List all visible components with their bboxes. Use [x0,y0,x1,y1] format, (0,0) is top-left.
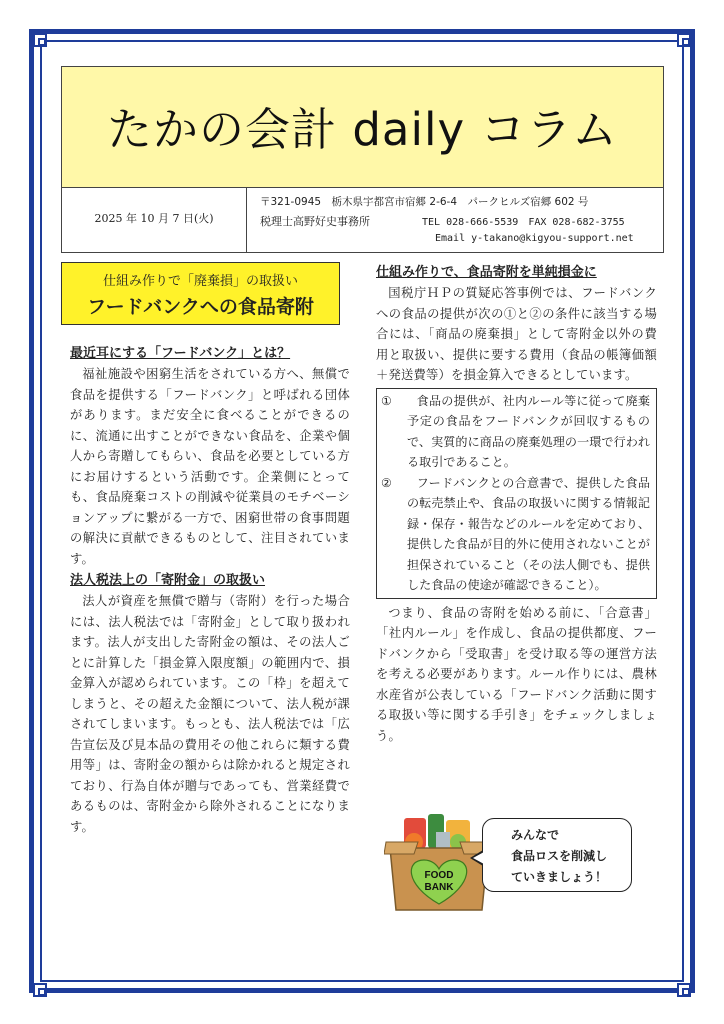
box-flap-icon [384,842,418,854]
office-email: Email y-takano@kigyou-support.net [435,233,634,244]
feature-headline-box [61,262,340,325]
masthead [61,66,664,188]
section-paragraph: 国税庁ＨＰの質疑応答事例では、フードバンクへの食品の提供が次の①と②の条件に該当する場合には、「商品の廃棄損」として寄附金以外の費用と取扱い、提供に要する費用（食品の帳簿価額＋発送費等）を損金算入できるとしています。 [376,286,657,382]
speech-line: 食品ロスを削減し [511,849,608,863]
section-paragraph: 法人が資産を無償で贈与（寄附）を行った場合には、法人税法では「寄附金」として取り扱われます。法人が支出した寄附金の額は、その法人ごとに計算した「損金算入限度額」の範囲内で、損金算入が認められています。この「枠」を超えてしまうと、その超えた金額について、法人税が課されてしまいます。もっとも、法人税法では「広告宣伝及び見本品の費用その他これらに類する費用等」は、寄附金の額からは除かれると規定されており、行為自体が贈与であっても、営業経費であるものは、寄附金から除外されることになります。 [70,594,350,834]
box-label-food: FOOD [424,870,454,881]
condition-item [381,391,650,473]
corner-ornament-bottom-right [677,983,691,997]
right-column [376,263,657,746]
office-phone-fax: TEL 028-666-5539 FAX 028-682-3755 [422,217,625,228]
speech-line: みんなで [511,828,560,842]
info-divider [246,188,247,252]
corner-ornament-top-right [677,33,691,47]
box-label-bank: BANK [424,882,454,893]
office-info-bar [61,188,664,253]
corner-ornament-bottom-left [33,983,47,997]
condition-text: 食品の提供が、社内ルール等に従って廃棄予定の食品をフードバンクが回収するもので、実質的に商品の廃棄処理の一環で行われる取引であること。 [407,393,650,469]
speech-line: ていきましょう！ [511,870,608,884]
speech-bubble-text [511,825,607,888]
feature-title: フードバンクへの食品寄附 [87,296,314,318]
can-icon [436,832,450,848]
conditions-box [376,388,657,599]
condition-number: ① [381,393,392,408]
condition-number: ② [381,475,392,490]
page-title: たかの会計 daily コラム [107,103,618,156]
office-name: 税理士高野好史事務所 [260,215,370,228]
condition-item [381,473,650,596]
section-heading: 最近耳にする「フードバンク」とは？ [70,346,291,361]
corner-ornament-top-left [33,33,47,47]
section-heading: 仕組み作りで、食品寄附を単純損金に [376,265,597,280]
section-paragraph: 福祉施設や困窮生活をされている方へ、無償で食品を提供する「フードバンク」と呼ばれる団体があります。まだ安全に食べることができるのに、流通に出すことができない食品を、企業や個人から寄贈してもらい、食品を必要としている方にお届けするという活動です。企業側にとっても、食品廃棄コストの削減や従業員のモチベーションアップに繋がる一方で、困窮世帯の食事問題の解決に貢献できるものとして、注目されています。 [70,367,350,566]
speech-bubble [482,818,632,892]
left-column [70,344,350,837]
speech-bubble-tail-fill [473,852,484,864]
office-address: 〒321-0945 栃木県宇都宮市宿郷 2-6-4 パークヒルズ宿郷 602 号 [260,196,589,208]
issue-date: 2025 年 10 月 7 日(火) [94,212,214,225]
feature-subtitle: 仕組み作りで「廃棄損」の取扱い [102,274,298,289]
section-heading: 法人税法上の「寄附金」の取扱い [70,573,266,588]
condition-text: フードバンクとの合意書で、提供した食品の転売禁止や、食品の取扱いに関する情報記録・保存・報告などのルールを定めており、提供した食品が目的外に使用されないことが担保されていること（その法人側でも、提供した食品の使途が確認できること）。 [407,475,650,592]
section-paragraph: つまり、食品の寄附を始める前に、「合意書」「社内ルール」を作成し、食品の提供都度、フードバンクから「受取書」を受け取る等の運営方法を考える必要があります。ルール作りには、農林水産省が公表している「フードバンク活動に関する取扱い等に関する手引き」をチェックしましょう。 [376,605,657,743]
